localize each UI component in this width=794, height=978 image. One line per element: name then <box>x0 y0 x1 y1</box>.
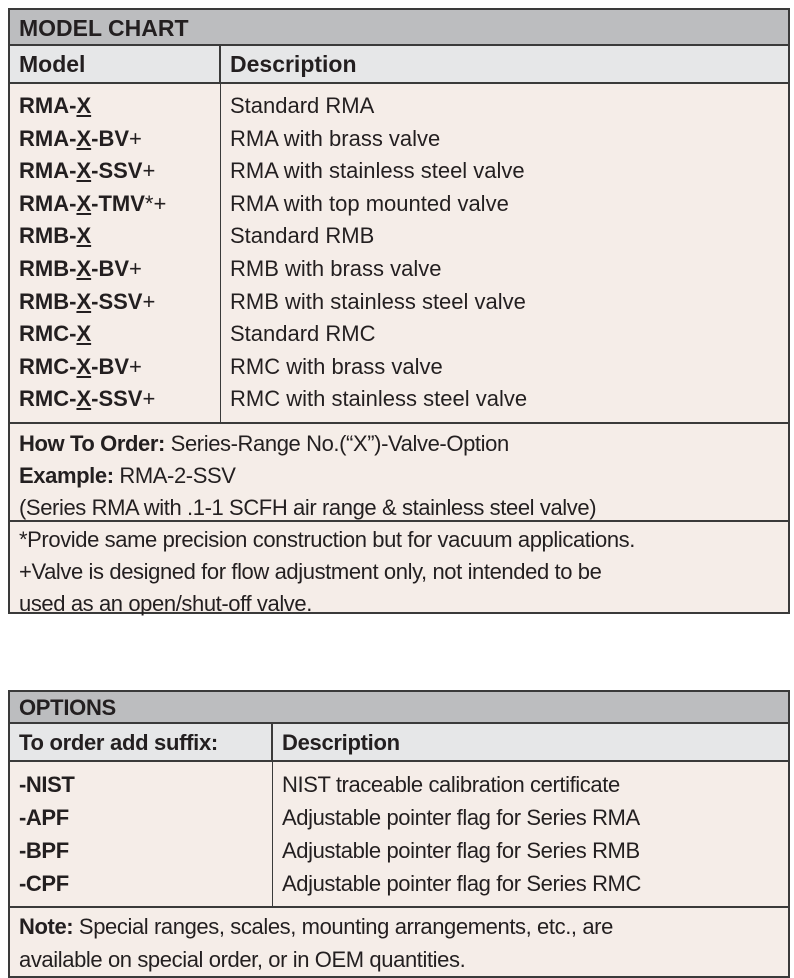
description-cell: RMA with top mounted valve <box>230 190 509 216</box>
range-placeholder: X <box>76 158 92 184</box>
footnotes-section <box>10 520 788 616</box>
description-cell: RMA with stainless steel valve <box>230 158 525 184</box>
suffix-cell: -NIST <box>19 772 75 797</box>
model-prefix: RMB- <box>19 288 77 314</box>
footnote-valve-cont: used as an open/shut-off valve. <box>19 590 312 616</box>
options-title: OPTIONS <box>10 692 788 724</box>
options-grid <box>10 724 788 906</box>
range-placeholder: X <box>76 125 92 151</box>
range-placeholder: X <box>76 223 92 249</box>
model-cell <box>10 318 220 351</box>
note-label: Note: <box>19 914 74 939</box>
footnote-valve: +Valve is designed for flow adjustment only, not intended to be <box>19 558 602 584</box>
model-prefix: RMC- <box>19 321 77 347</box>
footnote-marker: + <box>129 255 142 281</box>
model-suffix: -BV <box>91 255 130 281</box>
footnote-marker: *+ <box>144 190 167 216</box>
note-section <box>10 906 788 976</box>
suffix-cell: -APF <box>19 805 69 830</box>
model-cell <box>10 188 220 221</box>
model-prefix: RMA- <box>19 158 77 184</box>
description-cell: RMC with stainless steel valve <box>230 386 528 412</box>
description-column <box>221 84 788 422</box>
range-placeholder: X <box>76 321 92 347</box>
model-cell <box>10 253 220 286</box>
suffix-cell: -CPF <box>19 871 69 896</box>
description-cell: RMA with brass valve <box>230 125 441 151</box>
suffix-column <box>10 762 273 906</box>
model-chart-grid <box>10 46 788 422</box>
model-cell <box>10 123 220 156</box>
model-suffix: -TMV <box>91 190 145 216</box>
suffix-column-header: To order add suffix: <box>10 724 273 762</box>
option-description-column-header: Description <box>273 724 788 762</box>
footnote-marker: + <box>129 125 142 151</box>
model-prefix: RMC- <box>19 353 77 379</box>
range-placeholder: X <box>76 288 92 314</box>
description-cell: RMC with brass valve <box>230 353 443 379</box>
example-line <box>19 460 779 492</box>
model-cell <box>10 351 220 384</box>
footnote-marker: + <box>142 386 156 412</box>
note-line-1 <box>19 910 779 943</box>
range-placeholder: X <box>76 353 92 379</box>
model-cell <box>10 286 220 319</box>
description-cell: RMB with brass valve <box>230 255 442 281</box>
how-to-order-section <box>10 422 788 520</box>
model-column-header: Model <box>10 46 221 84</box>
range-placeholder: X <box>76 190 92 216</box>
how-to-order-label: How To Order: <box>19 430 165 456</box>
option-description-column <box>273 762 788 906</box>
suffix-cell: -BPF <box>19 838 69 863</box>
example-text: RMA-2-SSV <box>113 462 236 488</box>
description-cell: RMB with stainless steel valve <box>230 288 526 314</box>
model-prefix: RMA- <box>19 190 77 216</box>
footnote-vacuum: *Provide same precision construction but for vacuum applications. <box>19 526 635 552</box>
example-label: Example: <box>19 462 114 488</box>
model-prefix: RMA- <box>19 125 77 151</box>
how-to-order-text: Series-Range No.(“X”)-Valve-Option <box>164 430 509 456</box>
model-prefix: RMB- <box>19 255 77 281</box>
model-suffix: -BV <box>91 353 130 379</box>
model-prefix: RMA- <box>19 93 77 118</box>
model-chart-table <box>8 8 790 614</box>
option-description-cell: NIST traceable calibration certificate <box>282 772 620 797</box>
footnote-marker: + <box>129 353 142 379</box>
description-cell: Standard RMA <box>230 93 375 118</box>
model-prefix: RMC- <box>19 386 77 412</box>
note-text: Special ranges, scales, mounting arrangements, etc., are <box>73 914 613 939</box>
model-suffix: -BV <box>91 125 130 151</box>
model-cell <box>10 155 220 188</box>
option-description-cell: Adjustable pointer flag for Series RMA <box>282 805 640 830</box>
range-placeholder: X <box>76 93 92 118</box>
options-table <box>8 690 790 978</box>
model-suffix: -SSV <box>91 288 143 314</box>
model-chart-title: MODEL CHART <box>10 10 788 46</box>
how-to-order-line <box>19 428 779 460</box>
range-placeholder: X <box>76 255 92 281</box>
option-description-cell: Adjustable pointer flag for Series RMB <box>282 838 640 863</box>
description-cell: Standard RMB <box>230 223 375 249</box>
option-description-cell: Adjustable pointer flag for Series RMC <box>282 871 641 896</box>
note-line-2: available on special order, or in OEM quantities. <box>19 947 466 972</box>
model-cell <box>10 90 220 123</box>
range-placeholder: X <box>76 386 92 412</box>
model-cell <box>10 220 220 253</box>
model-suffix: -SSV <box>91 386 143 412</box>
model-cell <box>10 383 220 416</box>
model-prefix: RMB- <box>19 223 77 249</box>
model-column <box>10 84 221 422</box>
footnote-marker: + <box>142 288 156 314</box>
model-suffix: -SSV <box>91 158 143 184</box>
footnote-marker: + <box>142 158 156 184</box>
description-column-header: Description <box>221 46 788 84</box>
description-cell: Standard RMC <box>230 321 376 347</box>
example-note: (Series RMA with .1-1 SCFH air range & stainless steel valve) <box>19 494 597 520</box>
